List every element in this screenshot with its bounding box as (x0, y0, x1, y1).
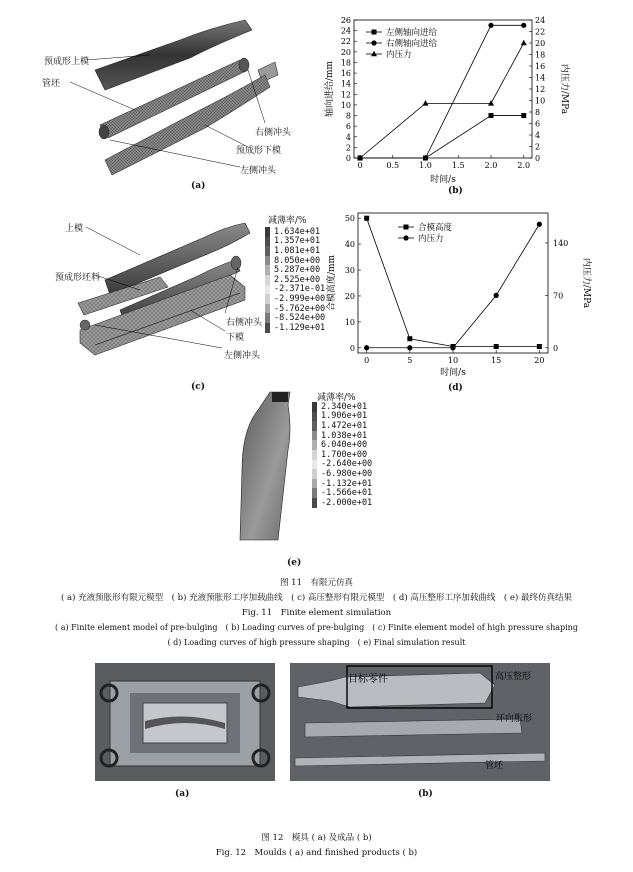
y-tick-label-d: 20 (344, 291, 355, 301)
label-right-punch-c: 右侧冲头 (226, 318, 263, 328)
colorbar-c-row (265, 304, 325, 314)
y-axis-label-b: 轴向进给/mm (325, 60, 335, 118)
label-tube: 管坯 (485, 761, 504, 771)
x-tick-label-b: 1.5 (451, 161, 465, 170)
colorbar-e-value: -2.640e+00 (321, 459, 373, 470)
colorbar-e-value: -1.566e+01 (321, 488, 373, 499)
y-tick-label-d: 40 (344, 240, 355, 250)
legend-marker-b-1 (371, 40, 376, 45)
colorbar-e-swatch (312, 479, 317, 489)
label-preform-blank: 预成形坯料 (55, 273, 101, 283)
y2-tick-label-b: 0 (535, 154, 541, 163)
label-lower-die-c: 下模 (226, 333, 245, 343)
legend-label-b-1: 右侧轴向进给 (386, 39, 438, 49)
y-tick-label-d: 10 (344, 317, 355, 327)
colorbar-c-value: 1.357e+01 (274, 236, 321, 247)
colorbar-c-value: -2.371e-01 (274, 284, 326, 295)
series-line-b-1 (360, 25, 524, 158)
colorbar-c-swatch (265, 304, 270, 314)
colorbar-c-value: -2.999e+00 (274, 293, 326, 304)
y2-tick-label-b: 10 (535, 96, 546, 106)
y-tick-label-b: 2 (345, 143, 351, 153)
y-tick-label-b: 12 (340, 90, 351, 100)
series-line-d-1 (367, 224, 540, 348)
panel-letter-d: (d) (448, 383, 463, 393)
y2-tick-label-b: 2 (535, 142, 541, 152)
fig11-title-en: Fig. 11 Finite element simulation (241, 608, 392, 618)
x-tick-label-d: 10 (447, 356, 459, 365)
colorbar-e-row (312, 440, 372, 450)
y2-tick-label-b: 14 (535, 73, 546, 83)
colorbar-e-value: 1.472e+01 (321, 420, 368, 431)
legend-marker-b-0 (372, 30, 377, 35)
label-tube-blank: 管坯 (42, 79, 61, 89)
colorbar-c-swatch (265, 275, 270, 285)
colorbar-c-value: 5.287e+00 (274, 265, 321, 276)
data-point-d-1 (537, 222, 542, 227)
legend-label-b-2: 内压力 (386, 50, 412, 60)
y2-tick-label-d: 140 (553, 238, 569, 248)
y-tick-label-b: 4 (345, 132, 351, 142)
x-tick-label-b: 2.0 (484, 161, 498, 170)
data-point-b-2 (423, 100, 429, 105)
y2-tick-label-d: 0 (553, 343, 559, 353)
fig11-subcaption-en-1: ( a) Finite element model of pre-bulging ( b) Loading curves of pre-bulging ( c) Finite element model of high pressure shaping (55, 623, 578, 632)
colorbar-c-row (265, 265, 325, 275)
data-point-b-1 (423, 155, 428, 160)
label-right-punch: 右侧冲头 (255, 128, 292, 138)
data-point-d-0 (537, 344, 542, 349)
data-point-b-0 (489, 113, 494, 118)
colorbar-e-row (312, 402, 372, 412)
colorbar-c (265, 227, 325, 333)
colorbar-e-swatch (312, 469, 317, 479)
series-line-b-0 (360, 116, 524, 158)
colorbar-c-swatch (265, 294, 270, 304)
label-upper-die-c: 上模 (65, 224, 84, 234)
colorbar-e-row (312, 498, 372, 508)
colorbar-e-swatch (312, 412, 317, 422)
x-tick-label-d: 15 (491, 356, 502, 365)
x-axis-label-d: 时间/s (440, 368, 466, 378)
label-left-punch-c: 左侧冲头 (224, 351, 261, 361)
data-point-d-0 (364, 216, 369, 221)
panel-letter-b: (b) (448, 186, 463, 196)
y2-tick-label-b: 4 (535, 131, 541, 140)
colorbar-c-row (265, 313, 325, 323)
x-tick-label-d: 5 (407, 356, 413, 365)
y-tick-label-b: 14 (340, 79, 351, 89)
fig11-subcaption-cn: ( a) 充液预胀形有限元模型 ( b) 充液预胀形工序加载曲线 ( c) 高压整形有限元模型 ( d) 高压整形工序加载曲线 ( e) 最终仿真结果 (61, 593, 572, 603)
colorbar-e-row (312, 469, 372, 479)
colorbar-e-value: 1.700e+00 (321, 449, 368, 460)
y-tick-label-d: 50 (344, 214, 355, 224)
panel-b (320, 0, 633, 200)
y2-tick-label-b: 16 (535, 62, 546, 71)
x-tick-label-d: 20 (534, 356, 545, 365)
colorbar-e-value: 2.340e+01 (321, 401, 368, 412)
colorbar-c-swatch (265, 256, 270, 266)
y-tick-label-b: 16 (340, 69, 351, 79)
colorbar-c-swatch (265, 227, 270, 237)
y2-tick-label-b: 8 (535, 108, 541, 117)
panel-letter-e: (e) (287, 558, 302, 568)
colorbar-e-swatch (312, 431, 317, 441)
y-tick-label-b: 8 (345, 111, 351, 121)
data-point-b-1 (521, 23, 526, 28)
colorbar-e-value: -6.980e+00 (321, 468, 373, 479)
y2-tick-label-b: 20 (535, 39, 546, 48)
legend-marker-b-2 (371, 51, 377, 56)
x-tick-label-d: 0 (364, 356, 370, 365)
y2-tick-label-d: 70 (553, 291, 564, 301)
chart-b (320, 0, 633, 200)
photo-products (290, 663, 550, 781)
colorbar-e-swatch (312, 460, 317, 470)
y-tick-label-d: 30 (344, 266, 355, 276)
y-tick-label-b: 6 (345, 122, 351, 132)
colorbar-c-value: 1.081e+01 (274, 245, 321, 256)
label-lower-die: 预成形下模 (236, 146, 282, 156)
panel-a (0, 0, 320, 200)
y-tick-label-b: 22 (340, 37, 351, 47)
fig11-subcaption-en-2: ( d) Loading curves of high pressure shaping ( e) Final simulation result (167, 638, 466, 647)
panel-letter-c: (c) (191, 382, 205, 392)
data-point-b-1 (488, 23, 493, 28)
x-tick-label-b: 2.0 (517, 161, 531, 170)
series-line-b-2 (360, 43, 524, 158)
colorbar-e-value: 1.038e+01 (321, 430, 368, 441)
x-tick-label-b: 1.0 (419, 161, 432, 170)
colorbar-e-value: -2.000e+01 (321, 497, 373, 508)
y-tick-label-b: 24 (340, 26, 351, 36)
colorbar-e-swatch (312, 421, 317, 431)
panel-c (0, 205, 326, 395)
panel-d (320, 205, 633, 395)
data-point-d-0 (494, 344, 499, 349)
colorbar-e-swatch (312, 402, 317, 412)
x-tick-label-b: 0 (357, 161, 363, 170)
colorbar-c-value: -5.762e+00 (274, 303, 326, 314)
label-hp-shaping: 高压整形 (495, 672, 532, 682)
y-tick-label-b: 20 (340, 47, 351, 57)
y2-tick-label-b: 24 (535, 16, 546, 25)
y2-tick-label-b: 18 (535, 50, 546, 60)
colorbar-e-row (312, 412, 372, 422)
panel-e (220, 390, 420, 570)
colorbar-e-swatch (312, 440, 317, 450)
colorbar-c-row (265, 294, 325, 304)
y-tick-label-d: 0 (349, 343, 355, 353)
colorbar-e-value: 1.906e+01 (321, 411, 368, 422)
x-axis-label-b: 时间/s (430, 175, 456, 185)
colorbar-c-value: 1.634e+01 (274, 226, 321, 237)
y2-tick-label-b: 6 (535, 119, 541, 129)
colorbar-c-swatch (265, 237, 270, 247)
fig12-letter-b: (b) (418, 789, 433, 799)
colorbar-e-row (312, 488, 372, 498)
colorbar-e-swatch (312, 488, 317, 498)
plot-frame-b (354, 20, 532, 158)
data-point-b-2 (521, 40, 527, 45)
plot-frame-d (358, 213, 548, 353)
y2-tick-label-b: 22 (535, 27, 546, 37)
data-point-d-1 (364, 345, 369, 350)
colorbar-c-swatch (265, 246, 270, 256)
fig12-title-en: Fig. 12 Moulds ( a) and finished products ( b) (215, 848, 418, 858)
fig12-letter-a: (a) (175, 789, 190, 799)
data-point-b-2 (488, 100, 494, 105)
colorbar-c-value: 8.050e+00 (274, 255, 321, 266)
colorbar-c-swatch (265, 265, 270, 275)
y-tick-label-b: 26 (340, 16, 351, 25)
colorbar-c-row (265, 227, 325, 237)
colorbar-e-row (312, 421, 372, 431)
colorbar-c-swatch (265, 323, 270, 333)
colorbar-e (312, 402, 372, 508)
colorbar-e-swatch (312, 498, 317, 508)
label-upper-die: 预成形上模 (44, 57, 90, 67)
colorbar-c-row (265, 256, 325, 266)
colorbar-c-title: 减薄率/% (268, 216, 307, 226)
y2-axis-label-b: 内压力/MPa (559, 63, 569, 115)
data-point-d-1 (450, 345, 455, 350)
y-tick-label-b: 18 (340, 58, 351, 68)
colorbar-e-row (312, 479, 372, 489)
colorbar-c-value: -8.524e+00 (274, 313, 326, 324)
legend-label-d-0: 合模高度 (418, 223, 453, 233)
colorbar-c-row (265, 246, 325, 256)
colorbar-c-swatch (265, 313, 270, 323)
colorbar-e-row (312, 450, 372, 460)
colorbar-c-swatch (265, 285, 270, 295)
series-line-d-0 (367, 218, 540, 346)
photo-mould (95, 663, 275, 781)
colorbar-e-row (312, 431, 372, 441)
y-axis-label-d: 合模高度/mm (327, 254, 337, 312)
label-left-punch: 左侧冲头 (240, 166, 277, 176)
y-tick-label-b: 10 (340, 100, 351, 110)
panel-letter-a: (a) (191, 181, 206, 191)
colorbar-e-value: 6.040e+00 (321, 440, 368, 451)
legend-label-d-1: 内压力 (418, 234, 444, 244)
y-tick-label-b: 0 (345, 154, 351, 163)
legend-marker-d-0 (404, 225, 409, 230)
colorbar-c-value: -1.129e+01 (274, 322, 326, 333)
colorbar-e-value: -1.132e+01 (321, 478, 373, 489)
data-point-d-1 (407, 345, 412, 350)
label-hoop-bulging: 环向胀形 (496, 714, 533, 724)
label-target-part: 目标零件 (348, 674, 388, 685)
colorbar-e-title: 减薄率/% (317, 393, 356, 403)
legend-label-b-0: 左侧轴向进给 (386, 28, 438, 38)
colorbar-c-row (265, 237, 325, 247)
colorbar-e-swatch (312, 450, 317, 460)
colorbar-e-row (312, 460, 372, 470)
chart-d (320, 205, 633, 395)
fig12-title: 图 12 模具 ( a) 及成品 ( b) (261, 833, 372, 843)
colorbar-c-value: 2.525e+00 (274, 274, 321, 285)
colorbar-c-row (265, 275, 325, 285)
legend-marker-d-1 (403, 235, 408, 240)
data-point-b-0 (521, 113, 526, 118)
x-tick-label-b: 0.5 (386, 161, 400, 170)
y2-axis-label-d: 内压力/MPa (581, 257, 591, 309)
data-point-d-0 (407, 336, 412, 341)
fig11-title: 图 11 有限元仿真 (279, 578, 354, 588)
colorbar-c-row (265, 323, 325, 333)
colorbar-c-row (265, 285, 325, 295)
y2-tick-label-b: 12 (535, 85, 546, 94)
data-point-d-1 (494, 293, 499, 298)
